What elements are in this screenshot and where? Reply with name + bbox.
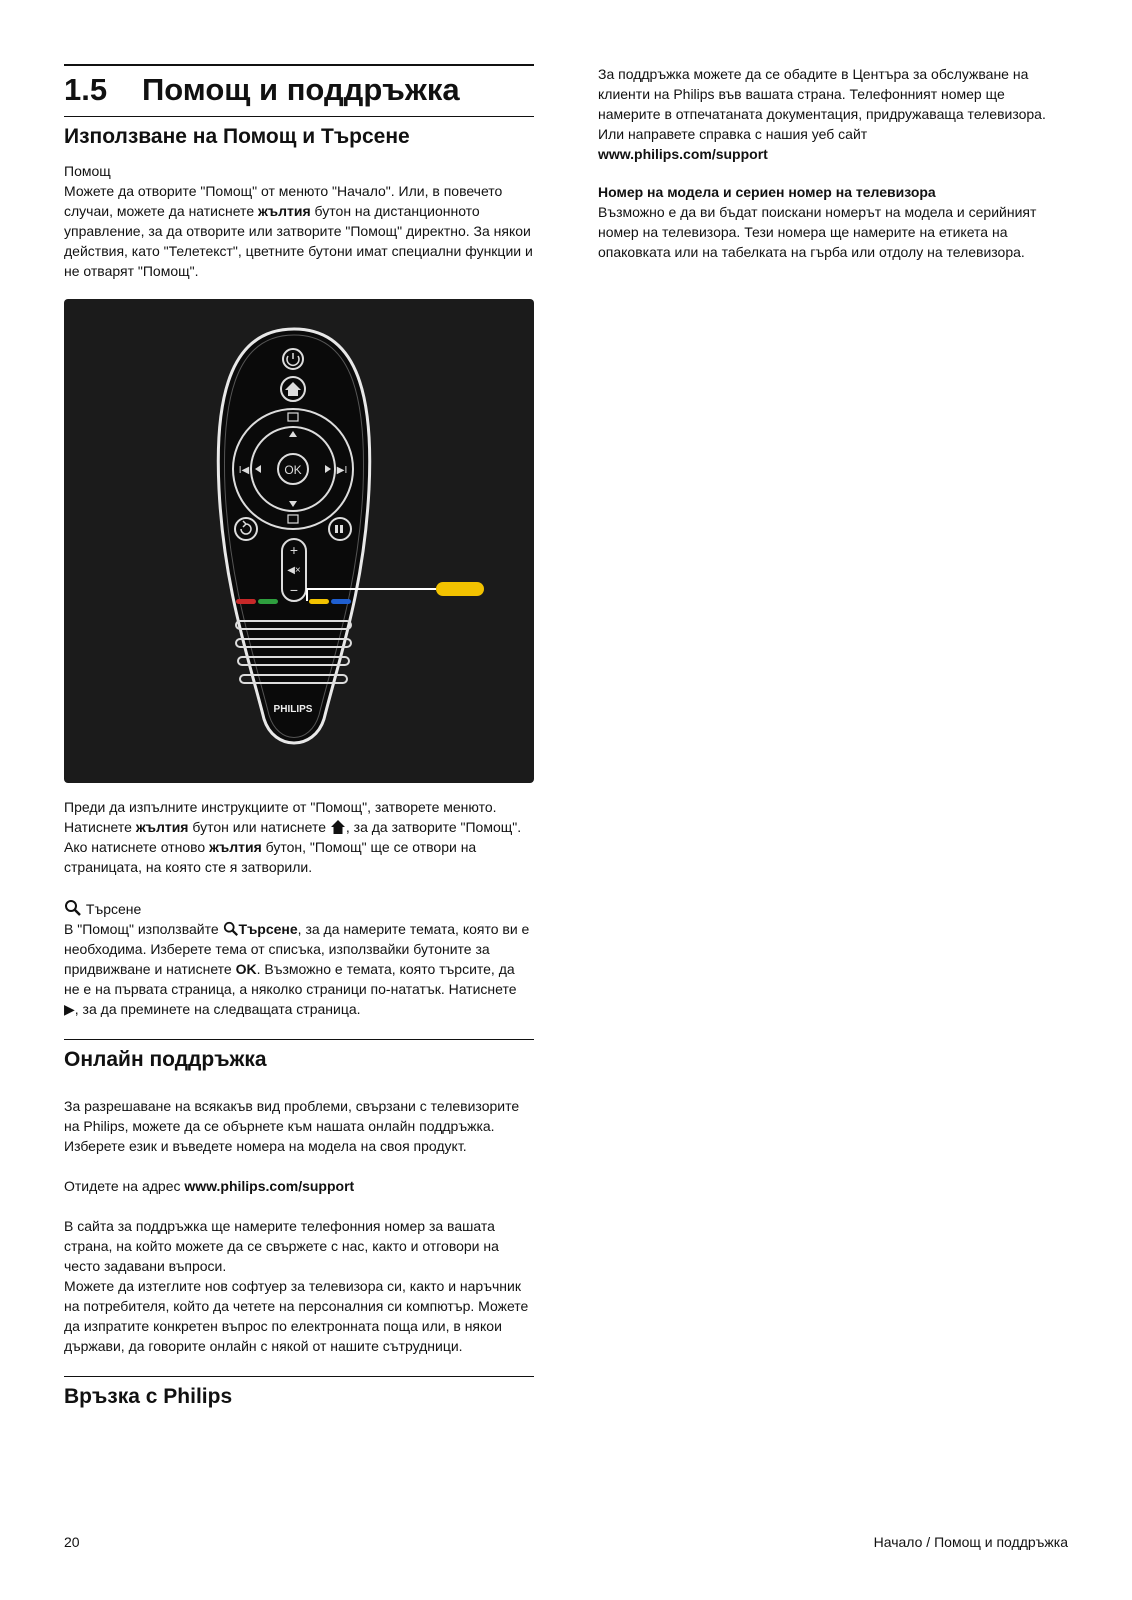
chapter-number: 1.5 xyxy=(64,72,108,107)
text-run: , за да затворите "Помощ". Ако натиснете отново xyxy=(64,819,522,855)
svg-text:I◀: I◀ xyxy=(238,465,250,476)
contact-paragraph-1: За поддръжка можете да се обадите в Центъра за обслужване на клиенти на Philips във вашата страна. Телефонният номер ще намерите в отпечатаната документация, придружаваща телевизора. xyxy=(598,66,1046,122)
remote-control-image xyxy=(64,299,534,783)
search-icon xyxy=(223,921,239,937)
breadcrumb: Начало / Помощ и поддръжка xyxy=(873,1534,1068,1550)
online-paragraph-3: В сайта за поддръжка ще намерите телефонния номер за вашата страна, на който можете да се свържете с нас, както и отговори на често задавани въпроси. xyxy=(64,1218,499,1274)
text-run: . Възможно е темата, която търсите, да не е на първата страница, а няколко страници по-нататък. Натиснете xyxy=(64,961,517,997)
text-bold-yellow: жълтия xyxy=(135,819,189,835)
yellow-button xyxy=(309,599,329,604)
text-run: , за да преминете на следващата страница. xyxy=(74,1001,361,1017)
green-button xyxy=(258,599,278,604)
section-rule xyxy=(64,1039,534,1040)
red-button xyxy=(236,599,256,604)
home-icon xyxy=(330,819,346,835)
online-paragraph-1: За разрешаване на всякакъв вид проблеми, свързани с телевизорите на Philips, можете да се обърнете към нашата онлайн поддръжка. Изберете език и въведете номера на модела на своя продукт. xyxy=(64,1098,520,1154)
search-heading-text: Търсене xyxy=(85,901,142,917)
ok-label: OK xyxy=(284,463,302,477)
section-title-help: Използване на Помощ и Търсене xyxy=(64,125,410,148)
section-title-contact: Връзка с Philips xyxy=(64,1385,233,1408)
spacer xyxy=(64,1156,534,1176)
svg-text:◀×: ◀× xyxy=(287,565,301,576)
text-run: Преди да изпълните инструкциите от "Помощ", затворете менюто. Натиснете xyxy=(64,799,497,835)
remote-control-illustration xyxy=(64,299,534,783)
text-run: В "Помощ" използвайте xyxy=(64,921,223,937)
spacer xyxy=(64,1196,534,1216)
section-title-online: Онлайн поддръжка xyxy=(64,1048,267,1071)
svg-text:+: + xyxy=(289,542,299,558)
spacer xyxy=(64,1076,534,1096)
svg-text:▶I: ▶I xyxy=(336,465,348,476)
contact-support-link[interactable]: www.philips.com/support xyxy=(598,146,768,162)
search-subheading xyxy=(64,899,534,919)
contact-paragraph-2: Или направете справка с нашия уеб сайт xyxy=(598,126,868,142)
search-icon xyxy=(64,899,82,917)
text-bold: Търсене xyxy=(238,921,298,937)
help-paragraph-2 xyxy=(64,797,534,877)
blue-button xyxy=(331,599,351,604)
model-paragraph: Възможно е да ви бъдат поискани номерът на модела и серийният номер на телевизора. Тези номера ще намерите на етикета на опаковката или на табелката на гърба или отдолу на телевизора. xyxy=(598,204,1037,260)
section-rule xyxy=(64,1376,534,1377)
text-run: Отидете на адрес xyxy=(64,1178,185,1194)
text-run: , за да намерите темата, която ви е необходима. Изберете тема от списъка, използвайки бутоните за придвижване и натиснете xyxy=(64,921,530,977)
page-number: 20 xyxy=(64,1534,80,1550)
text-run: бутон или натиснете xyxy=(188,819,330,835)
help-subheading: Помощ xyxy=(64,163,111,179)
chapter-heading xyxy=(64,70,534,116)
text-run: бутон на дистанционното управление, за да отворите или затворите "Помощ" директно. За някои действия, като "Телетекст", цветните бутони имат специални функции и не отварят "Помощ". xyxy=(64,203,533,279)
text-bold-yellow: жълтия xyxy=(258,203,311,219)
right-arrow-icon: ▶ xyxy=(64,1001,75,1017)
brand-logo: PHILIPS xyxy=(273,704,313,715)
search-paragraph xyxy=(64,919,534,1019)
online-paragraph-2 xyxy=(64,1176,534,1196)
left-column xyxy=(64,64,534,1413)
section-rule xyxy=(64,116,534,117)
text-run: бутон, "Помощ" ще се отвори на страницата, на която сте я затворили. xyxy=(64,839,477,875)
text-bold-yellow: жълтия xyxy=(209,839,262,855)
text-run: Можете да отворите "Помощ" от менюто "Начало". Или, в повечето случаи, можете да натиснете xyxy=(64,183,503,219)
svg-text:−: − xyxy=(289,582,299,598)
support-link[interactable]: www.philips.com/support xyxy=(184,1178,355,1194)
help-paragraph-1 xyxy=(64,181,534,281)
chapter-rule xyxy=(64,64,534,66)
right-column xyxy=(598,64,1068,262)
text-ok: OK xyxy=(235,961,257,977)
highlight-yellow-key xyxy=(436,582,484,596)
online-paragraph-4: Можете да изтеглите нов софтуер за телевизора си, както и наръчник на потребителя, който да четете на персоналния си компютър. Можете да изпратите конкретен въпрос по електронната поща или, в някои държави, да говорите онлайн с някой от нашите сътрудници. xyxy=(64,1278,529,1354)
chapter-title: Помощ и поддръжка xyxy=(142,72,460,107)
model-subheading: Номер на модела и сериен номер на телевизора xyxy=(598,184,936,200)
